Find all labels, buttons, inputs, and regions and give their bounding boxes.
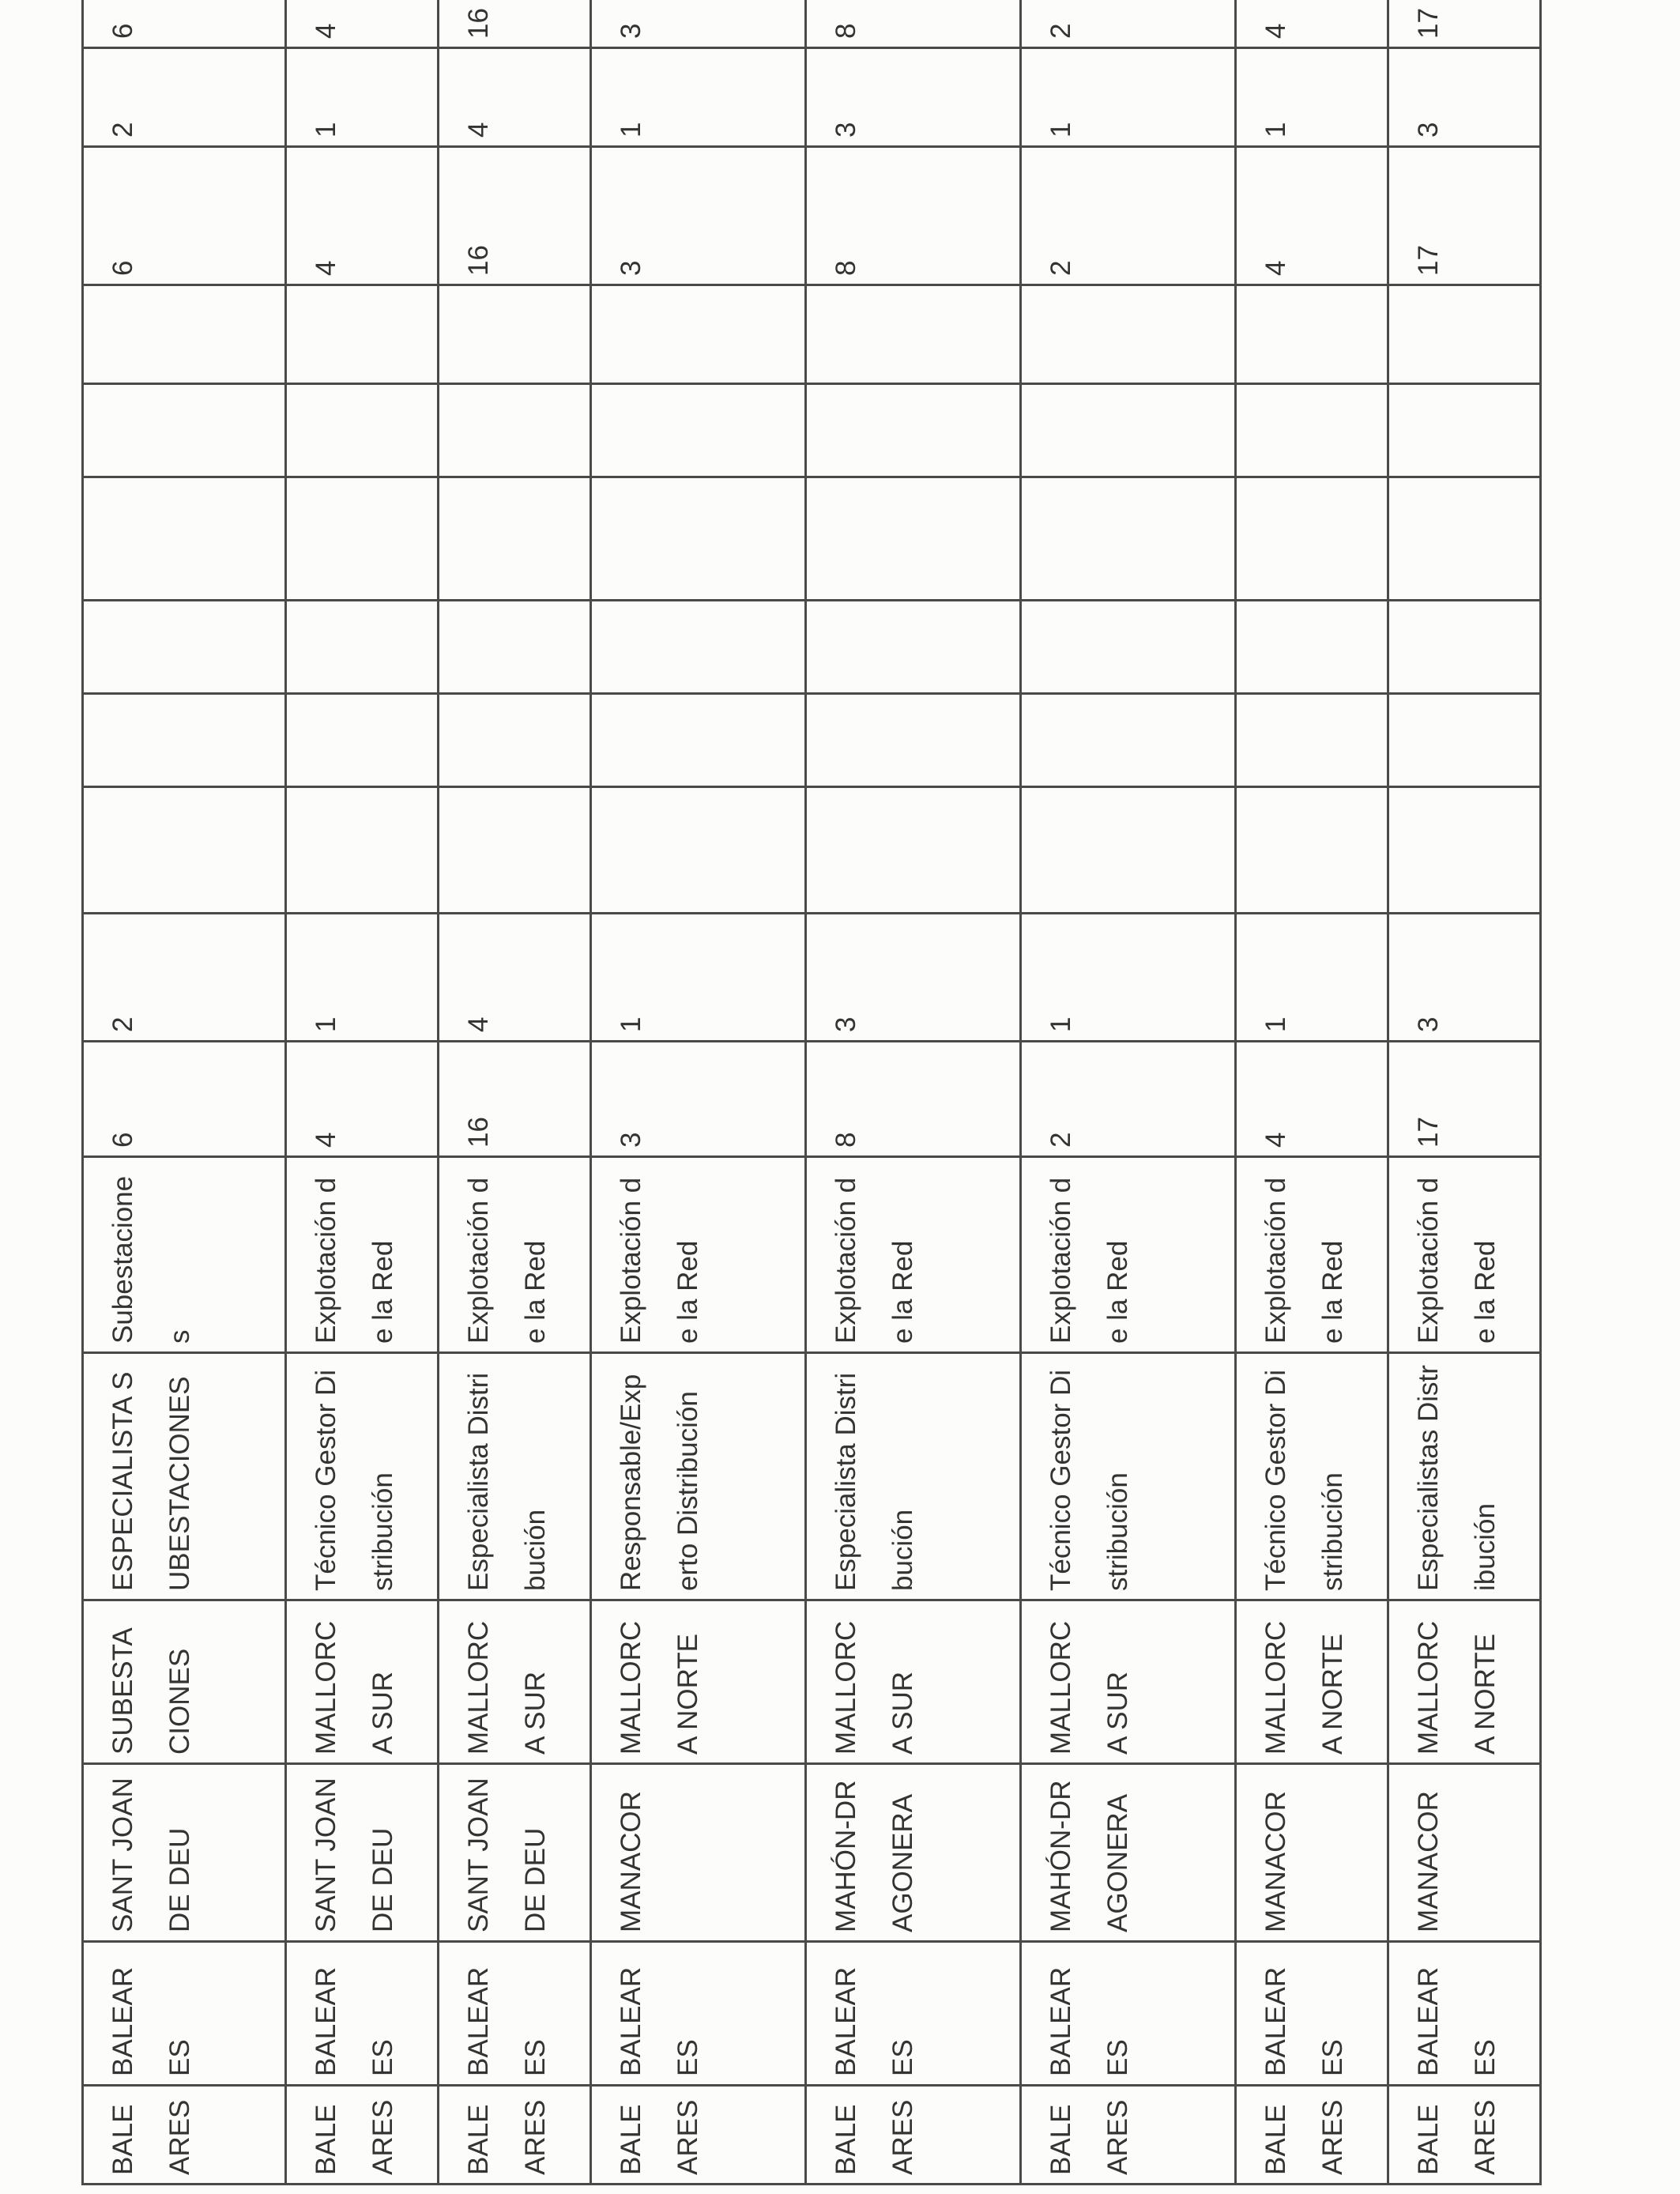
table-cell xyxy=(806,384,1021,477)
table-cell xyxy=(439,787,591,914)
table-cell xyxy=(806,601,1021,694)
table-cell xyxy=(1021,694,1236,787)
table-cell: Explotación de la Red xyxy=(591,1157,806,1353)
table-cell: MAHÓN-DRAGONERA xyxy=(1021,1764,1236,1942)
table-cell: 4 xyxy=(286,147,439,285)
table-cell: 1 xyxy=(286,48,439,147)
table-cell xyxy=(286,787,439,914)
table-row xyxy=(1021,0,1236,2185)
table-cell xyxy=(286,384,439,477)
table-cell: 1 xyxy=(1021,48,1236,147)
table-cell: BALEARES xyxy=(806,2086,1021,2185)
table-cell: 3 xyxy=(591,1042,806,1157)
table-cell: BALEARES xyxy=(286,2086,439,2185)
table-cell xyxy=(286,285,439,384)
table-cell xyxy=(1021,285,1236,384)
table-cell: 4 xyxy=(439,914,591,1042)
table-cell: 17 xyxy=(1388,0,1541,48)
table-cell xyxy=(591,601,806,694)
table-cell: Especialista Distribución xyxy=(806,1353,1021,1600)
table-cell: MALLORCA SUR xyxy=(286,1600,439,1764)
staffing-table xyxy=(81,0,1542,2185)
table-cell: 3 xyxy=(1388,914,1541,1042)
table-cell xyxy=(83,787,286,914)
table-cell xyxy=(1236,787,1388,914)
rotated-table-sheet xyxy=(81,8,1501,2185)
table-cell: BALEARES xyxy=(286,1942,439,2086)
table-cell xyxy=(1236,694,1388,787)
table-cell: 4 xyxy=(1236,147,1388,285)
table-cell xyxy=(1388,694,1541,787)
table-cell: BALEARES xyxy=(1021,2086,1236,2185)
table-cell xyxy=(1021,384,1236,477)
table-cell: BALEARES xyxy=(1236,1942,1388,2086)
table-cell: Explotación de la Red xyxy=(1236,1157,1388,1353)
table-cell xyxy=(591,787,806,914)
table-cell: Explotación de la Red xyxy=(806,1157,1021,1353)
table-cell xyxy=(806,285,1021,384)
table-cell: 17 xyxy=(1388,1042,1541,1157)
table-cell: Técnico Gestor Distribución xyxy=(286,1353,439,1600)
table-cell: 2 xyxy=(1021,0,1236,48)
table-cell: Especialistas Distribución xyxy=(1388,1353,1541,1600)
table-cell xyxy=(83,694,286,787)
table-cell xyxy=(439,694,591,787)
table-cell xyxy=(1388,285,1541,384)
table-cell: BALEARES xyxy=(439,1942,591,2086)
table-cell xyxy=(83,477,286,601)
table-cell: 4 xyxy=(286,0,439,48)
table-cell: MANACOR xyxy=(1388,1764,1541,1942)
table-cell: Explotación de la Red xyxy=(286,1157,439,1353)
table-cell xyxy=(439,601,591,694)
table-cell xyxy=(806,477,1021,601)
table-cell: SUBESTACIONES xyxy=(83,1600,286,1764)
table-cell: 4 xyxy=(1236,1042,1388,1157)
table-cell: Especialista Distribución xyxy=(439,1353,591,1600)
table-cell: 17 xyxy=(1388,147,1541,285)
table-cell: 1 xyxy=(1236,914,1388,1042)
table-cell: BALEARES xyxy=(591,1942,806,2086)
table-cell: Responsable/Experto Distribución xyxy=(591,1353,806,1600)
table-cell xyxy=(1388,787,1541,914)
table-cell xyxy=(439,477,591,601)
table-cell: 6 xyxy=(83,1042,286,1157)
table-cell xyxy=(591,477,806,601)
table-cell xyxy=(83,601,286,694)
table-cell: 2 xyxy=(1021,1042,1236,1157)
table-cell xyxy=(591,694,806,787)
table-cell: MANACOR xyxy=(1236,1764,1388,1942)
table-cell xyxy=(83,384,286,477)
table-cell: BALEARES xyxy=(83,1942,286,2086)
table-cell: 3 xyxy=(1388,48,1541,147)
table-row xyxy=(1236,0,1388,2185)
table-cell xyxy=(591,384,806,477)
table-cell: BALEARES xyxy=(591,2086,806,2185)
table-cell: SANT JOAN DE DEU xyxy=(83,1764,286,1942)
table-cell: Técnico Gestor Distribución xyxy=(1021,1353,1236,1600)
table-cell: ESPECIALISTA SUBESTACIONES xyxy=(83,1353,286,1600)
table-cell: MANACOR xyxy=(591,1764,806,1942)
table-cell xyxy=(1388,601,1541,694)
table-cell: MALLORCA SUR xyxy=(1021,1600,1236,1764)
table-cell: 8 xyxy=(806,0,1021,48)
table-cell: MALLORCA NORTE xyxy=(1388,1600,1541,1764)
table-cell xyxy=(806,694,1021,787)
table-cell xyxy=(286,477,439,601)
table-cell: 3 xyxy=(591,0,806,48)
table-cell: 8 xyxy=(806,147,1021,285)
table-cell: 1 xyxy=(286,914,439,1042)
table-cell: 2 xyxy=(1021,147,1236,285)
table-cell: Explotación de la Red xyxy=(439,1157,591,1353)
table-cell: 1 xyxy=(1021,914,1236,1042)
table-cell: SANT JOAN DE DEU xyxy=(439,1764,591,1942)
table-cell: Subestaciones xyxy=(83,1157,286,1353)
table-row xyxy=(83,0,286,2185)
table-cell: 3 xyxy=(591,147,806,285)
table-cell: 3 xyxy=(806,48,1021,147)
table-cell: BALEARES xyxy=(1388,1942,1541,2086)
table-cell xyxy=(1021,787,1236,914)
table-cell xyxy=(286,601,439,694)
table-cell xyxy=(1236,601,1388,694)
table-cell: MALLORCA SUR xyxy=(439,1600,591,1764)
table-row xyxy=(1388,0,1541,2185)
table-cell: SANT JOAN DE DEU xyxy=(286,1764,439,1942)
table-row xyxy=(439,0,591,2185)
table-cell: BALEARES xyxy=(806,1942,1021,2086)
table-cell xyxy=(1236,477,1388,601)
table-cell: BALEARES xyxy=(1388,2086,1541,2185)
table-cell: 8 xyxy=(806,1042,1021,1157)
table-cell: 1 xyxy=(1236,48,1388,147)
table-cell: 4 xyxy=(1236,0,1388,48)
table-cell: BALEARES xyxy=(1021,1942,1236,2086)
table-cell: 2 xyxy=(83,48,286,147)
table-cell: MALLORCA NORTE xyxy=(1236,1600,1388,1764)
table-cell xyxy=(1236,285,1388,384)
table-cell xyxy=(286,694,439,787)
table-cell xyxy=(439,384,591,477)
table-cell xyxy=(806,787,1021,914)
table-cell: 6 xyxy=(83,0,286,48)
table-cell: 6 xyxy=(83,147,286,285)
table-cell: BALEARES xyxy=(1236,2086,1388,2185)
table-cell xyxy=(1021,601,1236,694)
table-cell: Explotación de la Red xyxy=(1021,1157,1236,1353)
table-cell: 4 xyxy=(286,1042,439,1157)
table-cell xyxy=(591,285,806,384)
table-row xyxy=(806,0,1021,2185)
table-cell xyxy=(1021,477,1236,601)
table-cell xyxy=(1236,384,1388,477)
table-cell: 16 xyxy=(439,0,591,48)
table-cell: 2 xyxy=(83,914,286,1042)
table-cell: 1 xyxy=(591,48,806,147)
table-cell: MALLORCA NORTE xyxy=(591,1600,806,1764)
table-cell xyxy=(1388,477,1541,601)
table-cell: Explotación de la Red xyxy=(1388,1157,1541,1353)
table-cell: MAHÓN-DRAGONERA xyxy=(806,1764,1021,1942)
table-cell xyxy=(439,285,591,384)
table-cell: BALEARES xyxy=(83,2086,286,2185)
table-cell: 16 xyxy=(439,1042,591,1157)
table-cell: 1 xyxy=(591,914,806,1042)
table-cell: Técnico Gestor Distribución xyxy=(1236,1353,1388,1600)
table-cell: 4 xyxy=(439,48,591,147)
table-cell xyxy=(83,285,286,384)
table-row xyxy=(591,0,806,2185)
table-row xyxy=(286,0,439,2185)
table-cell: 16 xyxy=(439,147,591,285)
table-cell: BALEARES xyxy=(439,2086,591,2185)
table-cell xyxy=(1388,384,1541,477)
table-cell: 3 xyxy=(806,914,1021,1042)
table-cell: MALLORCA SUR xyxy=(806,1600,1021,1764)
